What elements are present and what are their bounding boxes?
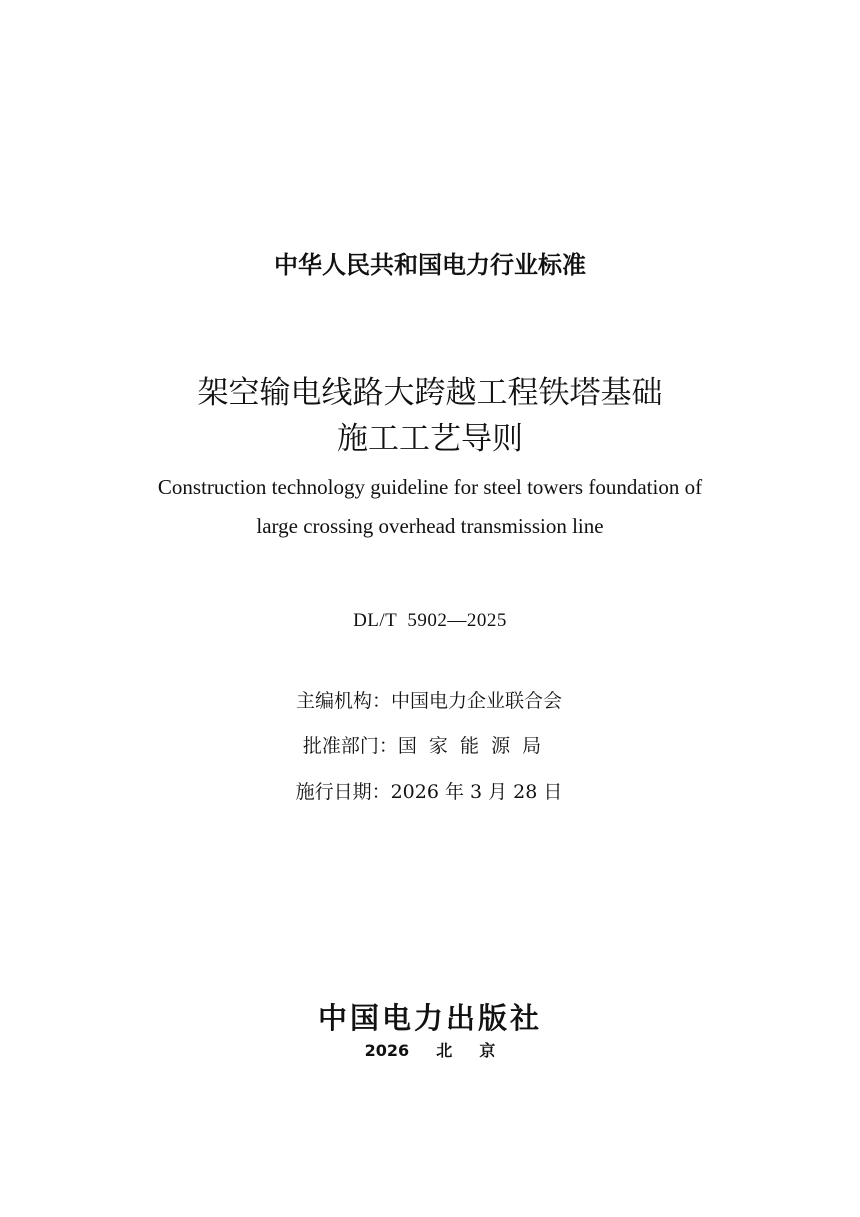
publication-year-place: 2026 北 京 [364,1041,496,1060]
approving-department: 批准部门：国 家 能 源 局 [302,735,542,757]
title-english-line-2: large crossing overhead transmission line [256,514,604,538]
standard-number: DL/T 5902—2025 [353,610,507,631]
editor-organization: 主编机构：中国电力企业联合会 [295,690,562,712]
publisher-name: 中国电力出版社 [317,1001,542,1035]
effective-date: 施行日期：2026 年 3 月 28 日 [295,781,563,803]
title-chinese-line-1: 架空输电线路大跨越工程铁塔基础 [197,375,663,411]
standard-type-heading: 中华人民共和国电力行业标准 [274,251,586,279]
title-chinese-line-2: 施工工艺导则 [337,421,523,457]
title-english-line-1: Construction technology guideline for steel towers foundation of [157,475,703,499]
